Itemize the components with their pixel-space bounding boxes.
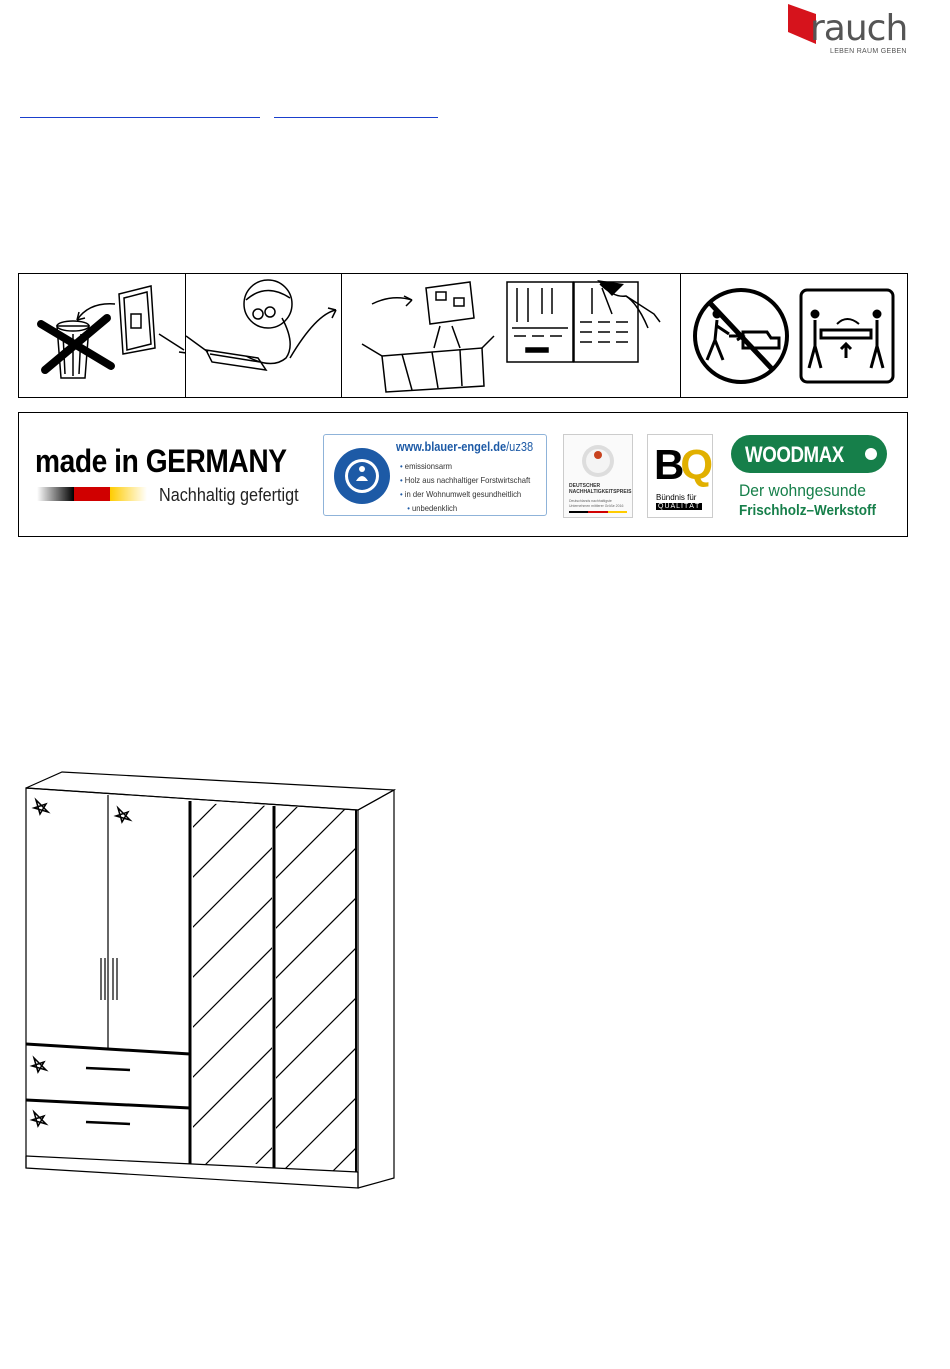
link-underline-2[interactable] [274, 103, 438, 118]
made-in-germany-title: made in GERMANY [35, 443, 287, 479]
instruction-pictograms [18, 273, 908, 398]
lift-together-icon [801, 290, 893, 382]
bq-line1: Bündnis für [656, 493, 697, 502]
logo-tagline: LEBEN RAUM GEBEN [830, 48, 907, 55]
certification-banner [18, 412, 908, 537]
blauer-engel-criteria [400, 459, 545, 515]
woodmax-word: WOODMAX [745, 442, 844, 467]
no-dragging-icon [695, 290, 787, 382]
woodmax-line1: Der wohngesunde [739, 481, 866, 500]
bq-letters: BQ [654, 441, 710, 488]
link-underline-1[interactable] [20, 103, 260, 118]
wardrobe-drawing [22, 768, 402, 1203]
woodmax-logo [731, 435, 887, 473]
nachhaltigkeitspreis-emblem-icon [580, 443, 616, 479]
bq-line2: QUALITÄT [658, 503, 701, 510]
nachhaltigkeitspreis-small: Deutschlands nachhaltigste Unternehmen mittlerer Größe 2016 [569, 499, 624, 508]
made-in-germany-subtitle: Nachhaltig gefertigt [159, 485, 299, 505]
blauer-engel-url: www.blauer-engel.de/uz38 [396, 439, 534, 454]
moving-furniture-icons [681, 274, 907, 397]
blauer-engel-label [323, 434, 547, 516]
list-item: • emissionsarm [400, 459, 530, 473]
rauch-logo [780, 0, 920, 62]
bq-label [647, 434, 713, 518]
woodmax-dot-icon [865, 448, 877, 460]
no-trash-icon [19, 274, 186, 397]
nachhaltigkeitspreis-flag [569, 511, 627, 513]
list-item: • in der Wohnumwelt gesundheitlich [400, 487, 530, 501]
german-flag-bar [37, 487, 147, 501]
woodmax-line2: Frischholz–Werkstoff [739, 502, 877, 519]
assembly-star-icons [32, 800, 130, 1126]
nachhaltigkeitspreis-label [563, 434, 633, 518]
blauer-engel-seal-icon [332, 443, 392, 509]
sort-parts-icon [342, 274, 681, 397]
logo-wordmark: rauch [810, 8, 908, 49]
list-item: • Holz aus nachhaltiger Forstwirtschaft [400, 473, 530, 487]
read-instructions-icon [186, 274, 342, 397]
list-item: • unbedenklich [400, 501, 530, 515]
nachhaltigkeitspreis-title: DEUTSCHER NACHHALTIGKEITSPREIS [569, 483, 632, 495]
